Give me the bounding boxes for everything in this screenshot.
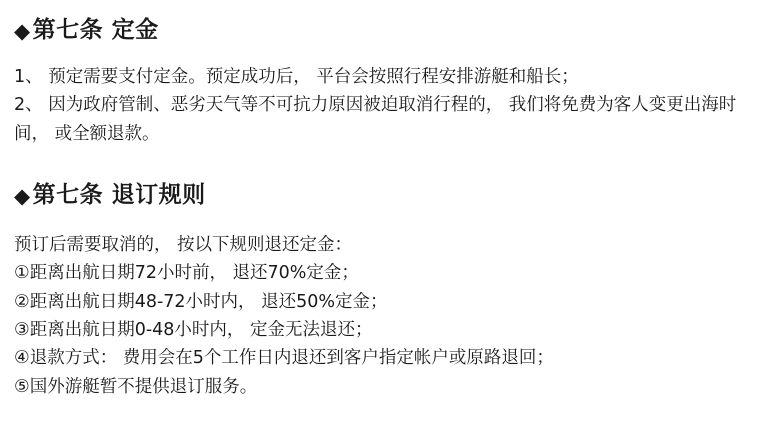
cancellation-intro: 预订后需要取消的， 按以下规则退还定金： xyxy=(14,234,353,255)
cancellation-rule-2: ②距离出航日期48-72小时内， 退还50%定金； xyxy=(14,291,388,312)
section-heading-cancellation xyxy=(14,181,756,211)
diamond-bullet-icon: ◆ xyxy=(14,184,31,209)
section-body-deposit xyxy=(14,63,756,148)
cancellation-rule-3: ③距离出航日期0-48小时内， 定金无法退还； xyxy=(14,319,373,340)
cancellation-rule-1: ①距离出航日期72小时前， 退还70%定金； xyxy=(14,263,359,284)
paragraph-deposit-1: 1、 预定需要支付定金。预定成功后， 平台会按照行程安排游艇和船长； xyxy=(14,66,579,87)
section-heading-text: 第七条 退订规则 xyxy=(32,181,206,208)
section-body-cancellation xyxy=(14,231,756,401)
cancellation-rule-4: ④退款方式： 费用会在5个工作日内退还到客户指定帐户或原路退回； xyxy=(14,348,554,369)
section-heading-text: 第七条 定金 xyxy=(32,17,159,43)
paragraph-deposit-2: 2、 因为政府管制、恶劣天气等不可抗力原因被迫取消行程的， 我们将免费为客人变更出海时间， 或全额退款。 xyxy=(14,95,737,144)
diamond-bullet-icon: ◆ xyxy=(14,19,31,44)
section-cancellation xyxy=(14,181,756,401)
section-heading-deposit xyxy=(14,16,756,46)
section-deposit xyxy=(14,16,756,148)
cancellation-rule-5: ⑤国外游艇暂不提供退订服务。 xyxy=(14,376,258,397)
